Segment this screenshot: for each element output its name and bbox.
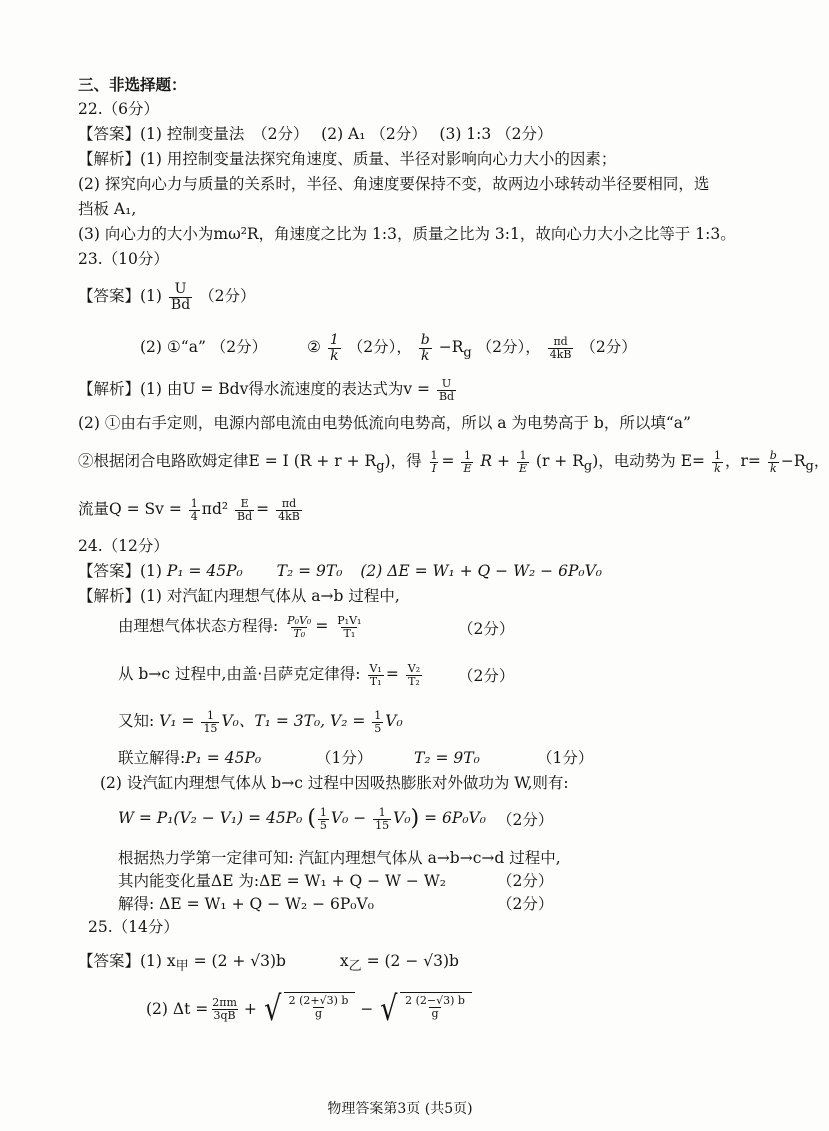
fraction-1-over-k-2: $\frac{1}{k}$ <box>713 449 721 475</box>
fraction-1-over-i: $\frac{1}{I}$ <box>430 449 438 475</box>
q25-dt-prefix: (2) Δt = <box>146 999 209 1018</box>
fraction-2pim-over-3qb: $\frac{2\pi m}{3qB}$ <box>212 995 237 1022</box>
q24-score-e: （2分） <box>497 811 554 829</box>
fraction-b-over-k: $\frac{b}{k}$ <box>420 332 430 364</box>
section-title: 三、非选择题： <box>78 75 187 94</box>
sub-g: g <box>463 345 472 361</box>
q24-score-a: （2分） <box>458 620 515 638</box>
fraction-pid-over-4kb-2: $\frac{\pi d}{4kB}$ <box>278 497 300 523</box>
fraction-u-over-bd-2: $\frac{U}{Bd}$ <box>438 377 455 403</box>
q24-work-equation: W = P₁(V₂ − V₁) = 45P₀ ( $\frac{1}{5}$ V₀ − $\frac{1}{15}$ V₀) = 6P₀V₀ <box>118 806 486 832</box>
fraction-1-over-5: $\frac{1}{5}$ <box>374 709 382 735</box>
q23-score-4: （2分） <box>580 338 637 357</box>
fraction-1-over-15: $\frac{1}{15}$ <box>203 709 218 735</box>
fraction-pid-over-4kb: $\frac{\pi d}{4kB}$ <box>549 335 572 361</box>
q24-score-b: （2分） <box>458 667 515 685</box>
q23-explain-3: ②根据闭合电路欧姆定律E = I $(R + r + R_g)$，得 $\frac{1}{I}$ = $\frac{1}{E}$ R + $\frac{1}{E}$ $(r + R_g)$，电动势为 E= $\frac{1}{k}$ ，r= $\frac{b}{k}$ $-R_g$， <box>78 449 829 475</box>
fraction-u-over-bd: $\frac{U}{Bd}$ <box>170 281 191 313</box>
fraction-1-over-k: $\frac{1}{k}$ <box>329 332 339 364</box>
q23-ans1-prefix: 【答案】(1) <box>78 287 162 306</box>
fraction-1-over-e: $\frac{1}{E}$ <box>463 449 472 475</box>
q22-explain-3: 挡板 A₁, <box>78 200 137 218</box>
q23-explain-1 <box>78 378 458 402</box>
q23-ans2-b-prefix: ② <box>307 338 321 357</box>
q23-explain-2: (2) ①由右手定则，电源内部电流由电势低流向电势高，所以 a 为电势高于 b，所以填“a” <box>78 414 691 432</box>
q25-answer-1: 【答案】(1) $x_甲 = (2 + √3)b$ $x_乙 = (2 - √3)b$ <box>78 952 459 975</box>
q24-state-equation: 由理想气体状态方程得: $\frac{\text{P₀V₀}}{\text{T₀}}$ = $\frac{\text{P₁V₁}}{\text{T₁}}$ <box>118 614 362 640</box>
q23-ans1-score: （2分） <box>199 287 256 306</box>
q24-solve-t2: T₂ = 9T₀ <box>414 749 480 767</box>
minus-rg: −R <box>438 338 464 357</box>
q23-answer-2 <box>140 333 637 363</box>
q24-law-1: 根据热力学第一定律可知: 汽缸内理想气体从 a→b→c→d 过程中, <box>118 849 561 867</box>
sqrt-2: √ 2 (2−√3) b g <box>378 992 472 1026</box>
fraction-p1v1-over-t1: $\frac{\text{P₁V₁}}{\text{T₁}}$ <box>337 614 362 640</box>
q24-part-2: (2) 设汽缸内理想气体从 b→c 过程中因吸热膨胀对外做功为 W,则有: <box>100 774 569 792</box>
q25-header: 25.（14分） <box>88 918 179 936</box>
sqrt-1: √ 2 (2+√3) b g <box>262 992 356 1026</box>
q23-exp1-prefix: 【解析】(1) 由U = Bdv得水流速度的表达式为v = <box>78 380 431 399</box>
fraction-1-over-4: $\frac{1}{4}$ <box>190 497 198 523</box>
fraction-b-over-k-2: $\frac{b}{k}$ <box>769 449 777 475</box>
fraction-1-over-5-b: $\frac{1}{5}$ <box>319 806 327 832</box>
q24-score-c: （1分） <box>316 749 373 767</box>
q24-solve: 联立解得:P₁ = 45P₀ <box>118 749 262 767</box>
q23-ans2-a: (2) ①“a” （2分） <box>140 338 268 357</box>
q25-answer-2: (2) Δt = $\frac{2\pi m}{3qB}$ + √ 2 (2+√3) b g − √ 2 (2−√3) b g <box>146 992 474 1026</box>
q22-explain-1: 【解析】(1) 用控制变量法探究角速度、质量、半径对影响向心力大小的因素； <box>78 150 617 168</box>
page-footer: 物理答案第3页 (共5页) <box>327 1101 473 1117</box>
fraction-p0v0-over-t0: $\frac{\text{P₀V₀}}{\text{T₀}}$ <box>287 614 312 640</box>
q23-header: 23.（10分） <box>78 250 169 268</box>
q23-answer-1 <box>78 282 255 312</box>
q22-answer: 【答案】(1) 控制变量法 （2分） (2) A₁ （2分） (3) 1:3 （2分） <box>78 125 553 143</box>
q22-explain-2: (2) 探究向心力与质量的关系时，半径、角速度要保持不变，故两边小球转动半径要相同，选 <box>78 175 710 193</box>
q23-score-2: （2分）， <box>347 338 412 357</box>
q23-explain-4: 流量Q = Sv = $\frac{1}{4}$ πd² $\frac{E}{Bd}$ = $\frac{\pi d}{4kB}$ <box>78 497 300 523</box>
q24-header: 24.（12分） <box>78 537 169 555</box>
q22-explain-4: (3) 向心力的大小为mω²R，角速度之比为 1:3，质量之比为 3:1，故向心力大小之比等于 1:3。 <box>78 225 736 243</box>
q24-gay-lussac: 从 b→c 过程中,由盖·吕萨克定律得: $\frac{\text{V₁}}{\text{T₁}}$ = $\frac{\text{V₂}}{\text{T₂}}$ <box>118 662 421 688</box>
fraction-e-over-bd: $\frac{E}{Bd}$ <box>237 497 253 523</box>
q22-header: 22.（6分） <box>78 100 160 118</box>
q24-score-g: （2分） <box>497 895 554 913</box>
q24-score-f: （2分） <box>497 872 554 890</box>
q24-score-d: （1分） <box>537 749 594 767</box>
q23-score-3: （2分）， <box>476 338 541 357</box>
fraction-v2-over-t2: $\frac{\text{V₂}}{\text{T₂}}$ <box>407 662 421 688</box>
q24-known: 又知: V₁ = $\frac{1}{15}$ V₀、T₁ = 3T₀, V₂ = $\frac{1}{5}$ V₀ <box>118 709 403 735</box>
fraction-1-over-15-b: $\frac{1}{15}$ <box>375 806 390 832</box>
q24-answer: 【答案】(1) P₁ = 45P₀ T₂ = 9T₀ (2) ΔE = W₁ + Q − W₂ − 6P₀V₀ <box>78 562 602 580</box>
q24-result: 解得: ΔE = W₁ + Q − W₂ − 6P₀V₀ <box>118 895 374 913</box>
q24-law-2: 其内能变化量ΔE 为:ΔE = W₁ + Q − W − W₂ <box>118 872 446 890</box>
fraction-v1-over-t1: $\frac{\text{V₁}}{\text{T₁}}$ <box>369 662 382 688</box>
fraction-1-over-e-2: $\frac{1}{E}$ <box>518 449 527 475</box>
q24-explain-1: 【解析】(1) 对汽缸内理想气体从 a→b 过程中, <box>78 587 400 605</box>
